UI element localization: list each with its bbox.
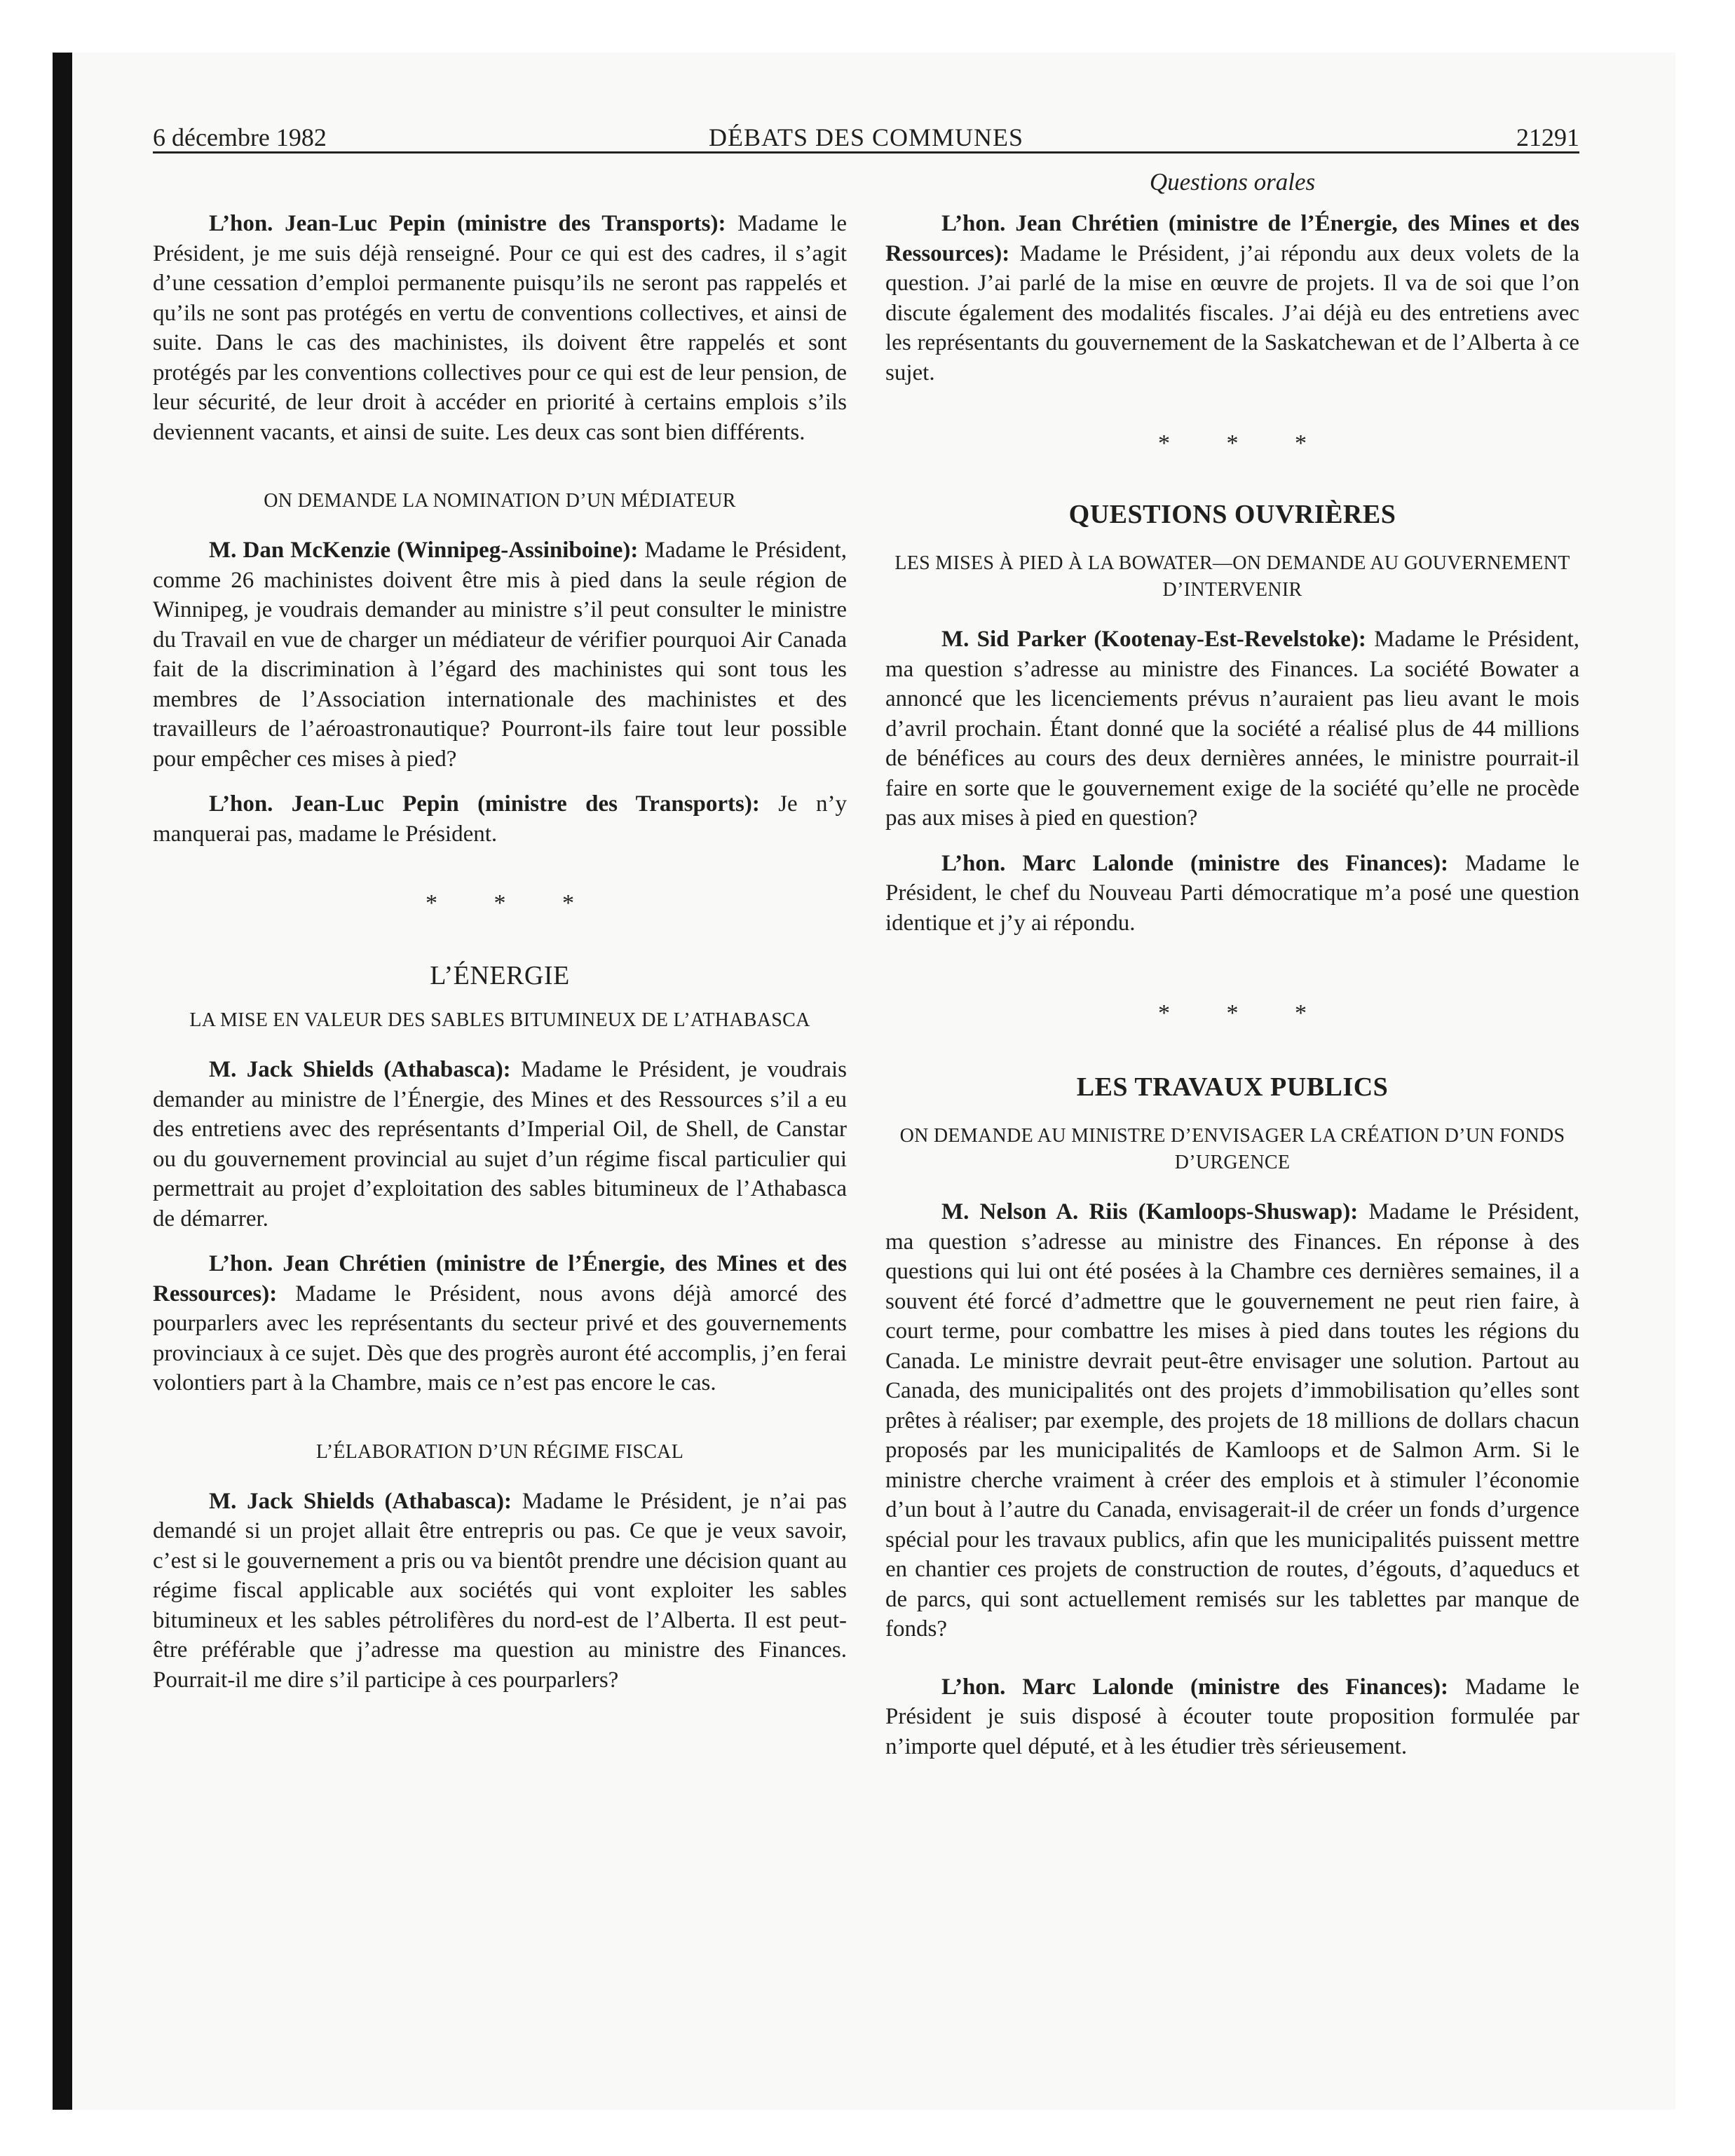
paragraph-pepin-1 — [153, 209, 847, 447]
heading-travaux-publics: LES TRAVAUX PUBLICS — [1076, 1072, 1389, 1102]
subheading-fiscal: L’ÉLABORATION D’UN RÉGIME FISCAL — [315, 1440, 684, 1463]
speech: Je n’y manquerai pas, madame le Président. — [153, 791, 847, 847]
speech: Madame le Président, comme 26 machinistes doivent être mis à pied dans la seule région de Winnipeg, je voudrais demander au ministre s’il peut consulter le ministre du Travail en vue de charger un médiateur de vérifier pourquoi Air Canada fait de la discrimination à l’égard des machinistes qui sont tous les membres de l’Association internationale des machinistes et des travailleurs de l’aéroastronautique? Pourront-ils faire tout leur possible pour empêcher ces mises à pied? — [153, 538, 847, 772]
speech: Madame le Président, ma question s’adresse au ministre des Finances. En réponse à des questions qui lui ont été posées à la Chambre ces dernières semaines, il a souvent été forcé d’admettre que le gouvernement ne peut rien faire, à court terme, pour combattre les mises à pied dans toutes les régions du Canada. Le ministre devrait peut-être envisager une solution. Partout au Canada, des municipalités ont des projets d’immobilisation qu’elles sont prêtes à réaliser; par exemple, des projets de 18 millions de dollars chacun proposés par les municipalités de Kamloops et de Salmon Arm. Si le ministre cherche vraiment à créer des emplois et à stimuler l’économie d’un bout à l’autre du Canada, envisagerait-il de créer un fonds d’urgence spécial pour les travaux publics, afin que les municipalités puissent mettre en chantier ces projets de construction de routes, d’égouts, d’aqueducs et de parcs, qui sont actuellement remisés sur les tablettes par manque de fonds? — [885, 1199, 1579, 1642]
speaker: L’hon. Jean-Luc Pepin (ministre des Transports): — [209, 211, 726, 236]
paragraph-shields-2 — [153, 1487, 847, 1696]
paragraph-shields-1 — [153, 1055, 847, 1234]
speech: Madame le Président, j’ai répondu aux deux volets de la question. J’ai parlé de la mise en œuvre de projets. Il va de soi que l’on discute également des modalités fiscales. J’ai déjà eu des entretiens avec les représentants du gouvernement de la Saskatchewan et de l’Alberta à ce sujet. — [885, 240, 1579, 386]
subheading-mediateur: ON DEMANDE LA NOMINATION D’UN MÉDIATEUR — [264, 490, 736, 512]
section-separator: * * * — [1158, 430, 1332, 456]
page-margin-left — [0, 0, 53, 2156]
section-separator: * * * — [1158, 1000, 1332, 1026]
paragraph-riis — [885, 1197, 1579, 1644]
header-title: DÉBATS DES COMMUNES — [708, 123, 1024, 151]
paragraph-lalonde-1 — [885, 849, 1579, 939]
header-page-number: 21291 — [1516, 123, 1579, 151]
speech: Madame le Président, nous avons déjà amorcé des pourparlers avec les représentants du secteur privé et des gouvernements provinciaux à ce sujet. Dès que des progrès auront été accomplis, j’en ferai volontiers part à la Chambre, mais ce n’est pas encore le cas. — [153, 1281, 847, 1396]
paragraph-pepin-2 — [153, 789, 847, 849]
section-label: Questions orales — [1149, 168, 1316, 196]
paragraph-chretien-2 — [885, 209, 1579, 388]
speaker: L’hon. Jean Chrétien (ministre de l’Énergie, des Mines et des Ressources): — [885, 211, 1579, 266]
paragraph-chretien-1 — [153, 1249, 847, 1398]
speaker: M. Nelson A. Riis (Kamloops-Shuswap): — [941, 1199, 1359, 1224]
left-column — [153, 165, 847, 1695]
subheading-fonds: ON DEMANDE AU MINISTRE D’ENVISAGER LA CRÉATION D’UN FONDS D’URGENCE — [899, 1125, 1565, 1173]
section-separator: * * * — [426, 890, 599, 916]
speech: Madame le Président, je voudrais demander au ministre de l’Énergie, des Mines et des Ressources s’il a eu des entretiens avec des représentants d’Imperial Oil, de Shell, de Canstar ou du gouvernement provincial au sujet d’un régime fiscal particulier qui permettrait au projet d’exploitation des sables bitumineux de l’Athabasca de démarrer. — [153, 1057, 847, 1231]
heading-questions-ouvrieres: QUESTIONS OUVRIÈRES — [1068, 500, 1396, 529]
header-date: 6 décembre 1982 — [153, 123, 327, 151]
subheading-bowater: LES MISES À PIED À LA BOWATER—ON DEMANDE AU GOUVERNEMENT D’INTERVENIR — [894, 552, 1570, 601]
speaker: M. Jack Shields (Athabasca): — [209, 1488, 512, 1514]
speaker: L’hon. Jean-Luc Pepin (ministre des Transports): — [209, 791, 760, 817]
speaker: M. Sid Parker (Kootenay-Est-Revelstoke): — [941, 627, 1366, 652]
speech: Madame le Président je suis disposé à écouter toute proposition formulée par n’importe quel député, et à les étudier très sérieusement. — [885, 1674, 1579, 1759]
page-margin-bottom — [53, 2110, 1735, 2156]
subheading-athabasca: LA MISE EN VALEUR DES SABLES BITUMINEUX DE L’ATHABASCA — [189, 1009, 810, 1031]
speech: Madame le Président, ma question s’adresse au ministre des Finances. La société Bowater a annoncé que les licenciements prévus n’auraient pas lieu avant le mois d’avril prochain. Étant donné que la société a réalisé plus de 44 millions de bénéfices au cours des deux dernières années, le ministre pourrait-il faire en sorte que le gouvernement exige de la société qu’elle ne procède pas aux mises à pied en question? — [885, 627, 1579, 831]
speaker: M. Jack Shields (Athabasca): — [209, 1057, 511, 1082]
binding-edge — [53, 53, 72, 2110]
speaker: L’hon. Marc Lalonde (ministre des Finances): — [941, 1674, 1448, 1700]
page-margin-top — [53, 0, 1735, 53]
paragraph-lalonde-2 — [885, 1672, 1579, 1762]
speaker: L’hon. Marc Lalonde (ministre des Finances): — [941, 850, 1448, 876]
speech: Madame le Président, je me suis déjà renseigné. Pour ce qui est des cadres, il s’agit d’une cessation d’emploi permanente puisqu’ils ne seront pas rappelés et qu’ils ne sont pas protégés en vertu de conventions collectives, et ainsi de suite. Dans le cas des machinistes, ils doivent être rappelés et sont protégés par les conventions collectives pour ce qui est de leur pension, de leur sécurité, de leur droit à accéder en priorité à certains emplois s’ils deviennent vacants, et ainsi de suite. Les deux cas sont bien différents. — [153, 211, 847, 445]
speech: Madame le Président, le chef du Nouveau Parti démocratique m’a posé une question identique et j’y ai répondu. — [885, 850, 1579, 936]
paragraph-mckenzie — [153, 535, 847, 774]
right-column — [885, 165, 1579, 1761]
header-rule — [153, 151, 1579, 153]
heading-energie: L’ÉNERGIE — [430, 961, 570, 990]
paragraph-parker — [885, 625, 1579, 833]
speaker: L’hon. Jean Chrétien (ministre de l’Énergie, des Mines et des Ressources): — [153, 1251, 847, 1306]
speaker: M. Dan McKenzie (Winnipeg-Assiniboine): — [209, 538, 639, 563]
speech: Madame le Président, je n’ai pas demandé si un projet allait être entrepris ou pas. Ce que je veux savoir, c’est si le gouvernement a pris ou va bientôt prendre une décision quant au régime fiscal applicable aux sociétés qui vont exploiter les sables bitumineux et les sables pétrolifères du nord-est de l’Alberta. Il est peut-être préférable que j’adresse ma question au ministre des Finances. Pourrait-il me dire s’il participe à ces pourparlers? — [153, 1488, 847, 1693]
